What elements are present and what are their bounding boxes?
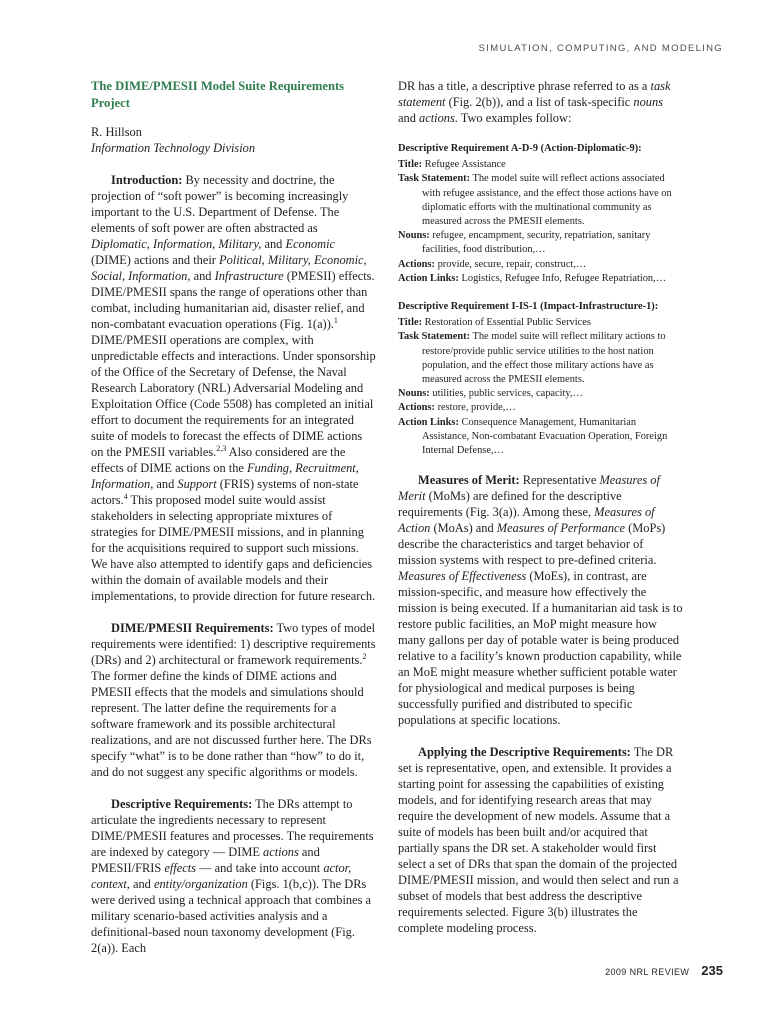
descriptive-requirements-heading: Descriptive Requirements: [111,797,253,811]
introduction-paragraph: Introduction: By necessity and doctrine, the projection of “soft power” is becoming increasingly important to the U.S. Department of Defense. The elements of soft power are often abstracted as Diplomatic, Information, Military, and Economic (DIME) actions and their Political, Military, Economic, Social, Information, and Infrastructure (PMESII) effects. DIME/PMESII spans the range of operations other than combat, including humanitarian aid, disaster relief, and non-combatant evacuation operations (Fig. 1(a)).$^1$ DIME/PMESII operations are complex, with unpredictable effects and interactions. Under sponsorship of the Office of the Secretary of Defense, the Naval Research Laboratory (NRL) Adversarial Modeling and Exploitation Office (Code 5508) has completed an initial effort to document the requirements for an integrated suite of models to forecast the effects of DIME actions on the PMESII variables.$^{2,3}$ Also considered are the effects of DIME actions on the Funding, Recruitment, Information, and Support (FRIS) systems of non-state actors.$^4$ This proposed model suite would assist stakeholders in selecting appropriate mixtures of strategies for DIME/PMESII missions, and in planning for the acquisitions required to support such missions. We have also attempted to identify gaps and deficiencies within the domain of available models and their implementations, to provide direction for future research. [91,173,376,603]
author-name: R. Hillson [91,125,142,139]
dr-action-links-field: Action Links: Consequence Management, Humanitarian Assistance, Non-combatant Evacuation Operation, Foreign Internal Defense,… [398,416,668,457]
dr-actions-field: Actions: provide, secure, repair, construct,… [398,258,587,270]
dr-example-a-d-9 [398,142,683,286]
dr-nouns-field: Nouns: refugee, encampment, security, repatriation, sanitary facilities, food distribution,… [398,230,651,256]
dr-title-field: Title: Refugee Assistance [398,159,506,171]
footnote-ref: 4 [123,491,128,501]
running-head: SIMULATION, COMPUTING, AND MODELING [478,43,723,54]
dr-example-heading: Descriptive Requirement I-IS-1 (Impact-Infrastructure-1): [398,301,659,313]
journal-name: 2009 NRL REVIEW [605,967,690,977]
descriptive-requirements-paragraph: Descriptive Requirements: The DRs attempt to articulate the ingredients necessary to represent DIME/PMESII features and processes. The requirements are indexed by category — DIME actions and PMESII/FRIS effects — and take into account actor, context, and entity/organization (Figs. 1(b,c)). The DRs were derived using a technical approach that combines a military scenario-based activities analysis and a definitional-based noun taxonomy development (Fig. 2(a)). Each [91,797,374,955]
dr-example-i-is-1 [398,300,683,458]
dr-title-field: Title: Restoration of Essential Public Services [398,317,591,329]
dr-task-statement-field: Task Statement: The model suite will reflect actions associated with refugee assistance, and the effect those actions have on diplomatic efforts with the multinational community as measured across the PMESII elements. [398,173,672,228]
footnote-ref: 1 [333,315,338,325]
measures-of-merit-paragraph: Measures of Merit: Representative Measures of Merit (MoMs) are defined for the descriptive requirements (Fig. 3(a)). Among these, Measures of Action (MoAs) and Measures of Performance (MoPs) describe the characteristics and target behavior of mission systems with respect to pre-defined criteria. Measures of Effectiveness (MoEs), in contrast, are mission-specific, and measure how effectively the mission is being executed. If a humanitarian aid task is to restore public facilities, an MoP might measure how many gallons per day of potable water is being produced relative to a facility’s known production capability, while an MoE might measure whether sufficient potable water for physiological and medical purposes is being successfully purified and distributed to specific populations at specific locations. [398,473,683,728]
footnote-ref: 2,3 [216,443,227,453]
page-number: 235 [701,963,723,978]
requirements-heading: DIME/PMESII Requirements: [111,621,274,635]
dr-task-statement-field: Task Statement: The model suite will reflect military actions to restore/provide public service utilities to the host nation population, and the effect those military actions have as measured across the PMESII elements. [398,331,666,386]
dr-example-heading: Descriptive Requirement A-D-9 (Action-Diplomatic-9): [398,143,642,154]
dr-nouns-field: Nouns: utilities, public services, capacity,… [398,388,583,400]
continuation-paragraph: DR has a title, a descriptive phrase referred to as a task statement (Fig. 2(b)), and a list of task-specific nouns and actions. Two examples follow: [398,79,671,125]
dr-action-links-field: Action Links: Logistics, Refugee Info, Refugee Repatriation,… [398,272,667,284]
measures-of-merit-heading: Measures of Merit: [418,473,520,488]
applying-requirements-paragraph: Applying the Descriptive Requirements: The DR set is representative, open, and extensible. It provides a starting point for assessing the capabilities of existing models, and for identifying research areas that may require the development of new models. Assume that a suite of models has been built and/or acquired that partially spans the DR set. A stakeholder would first select a set of DRs that span the domain of the projected DIME/PMESII mission, and would then select and run a subset of models that best address the descriptive requirements selected. Figure 3(b) illustrates the complete modeling process. [398,745,679,936]
applying-requirements-heading: Applying the Descriptive Requirements: [418,745,631,760]
left-column [91,78,376,972]
right-column [398,78,683,952]
dr-actions-field: Actions: restore, provide,… [398,402,516,414]
article-title: The DIME/PMESII Model Suite Requirements Project [91,79,345,110]
footnote-ref: 2 [362,651,367,661]
page-footer [605,962,723,980]
requirements-paragraph: DIME/PMESII Requirements: Two types of model requirements were identified: 1) descriptive requirements (DRs) and 2) architectural or framework requirements.$^2$ The former define the kinds of DIME actions and PMESII effects that the models and simulations should represent. The latter define the requirements for a software framework and its possible architectural realizations, and are not discussed further here. The DRs specify “what” is to be done rather than “how” to do it, and do not suggest any specific algorithms or models. [91,621,376,779]
introduction-heading: Introduction: [111,173,183,187]
author-affiliation: Information Technology Division [91,141,256,155]
